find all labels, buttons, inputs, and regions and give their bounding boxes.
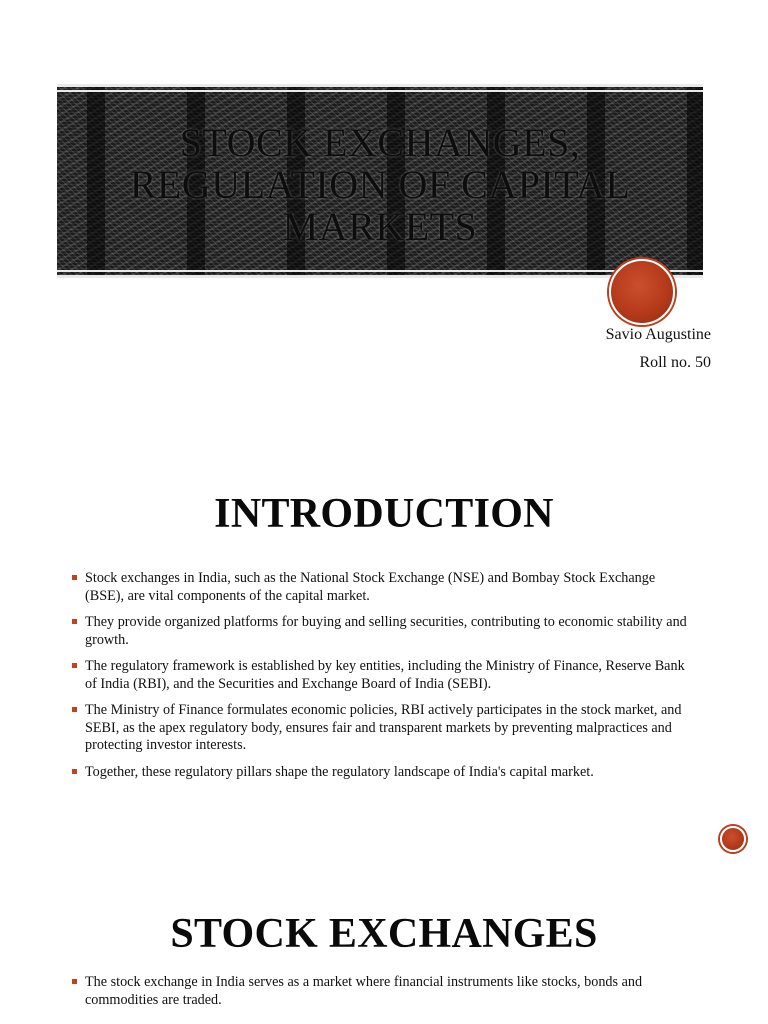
title-slide: [0, 0, 768, 430]
stock-exchanges-slide: [0, 870, 768, 1024]
slide-heading: STOCK EXCHANGES: [170, 911, 598, 957]
list-item: [72, 764, 692, 782]
banner-rule-bottom-inner: [57, 270, 703, 272]
circle-orb-icon: [720, 826, 746, 852]
circle-orb-icon: [609, 259, 675, 325]
title-banner: [57, 84, 703, 278]
square-bullet-icon: [72, 979, 77, 984]
list-item: [72, 570, 692, 605]
bullet-list: [72, 570, 692, 790]
list-item-text: Stock exchanges in India, such as the National Stock Exchange (NSE) and Bombay Stock Exchange (BSE), are vital components of the capital market.: [85, 570, 656, 604]
list-item-text: Together, these regulatory pillars shape the regulatory landscape of India's capital market.: [85, 763, 594, 780]
square-bullet-icon: [72, 769, 77, 774]
list-item: [72, 974, 692, 1009]
square-bullet-icon: [72, 575, 77, 580]
square-bullet-icon: [72, 707, 77, 712]
author-name: Savio Augustine: [605, 326, 711, 343]
square-bullet-icon: [72, 619, 77, 624]
list-item: [72, 702, 692, 755]
presentation-title: STOCK EXCHANGES, REGULATION OF CAPITAL MARKETS: [129, 120, 631, 249]
square-bullet-icon: [72, 663, 77, 668]
list-item-text: The regulatory framework is established by key entities, including the Ministry of Finance, Reserve Bank of India (RBI), and the Securities and Exchange Board of India (SEBI).: [85, 658, 685, 692]
banner-rule-top: [57, 84, 703, 87]
list-item-text: The stock exchange in India serves as a market where financial instruments like stocks, bonds and commodities are traded.: [85, 974, 643, 1008]
list-item: [72, 614, 692, 649]
list-item: [72, 658, 692, 693]
bullet-list: [72, 974, 692, 1018]
banner-rule-top-inner: [57, 90, 703, 92]
banner-rule-bottom: [57, 275, 703, 278]
roll-number: Roll no. 50: [639, 354, 711, 371]
introduction-slide: [0, 430, 768, 870]
list-item-text: They provide organized platforms for buying and selling securities, contributing to economic stability and growth.: [85, 614, 687, 648]
slide-heading: INTRODUCTION: [214, 491, 554, 537]
list-item-text: The Ministry of Finance formulates economic policies, RBI actively participates in the stock market, and SEBI, as the apex regulatory body, ensures fair and transparent markets by preventing malpractices and protecting investor interests.: [85, 702, 682, 753]
